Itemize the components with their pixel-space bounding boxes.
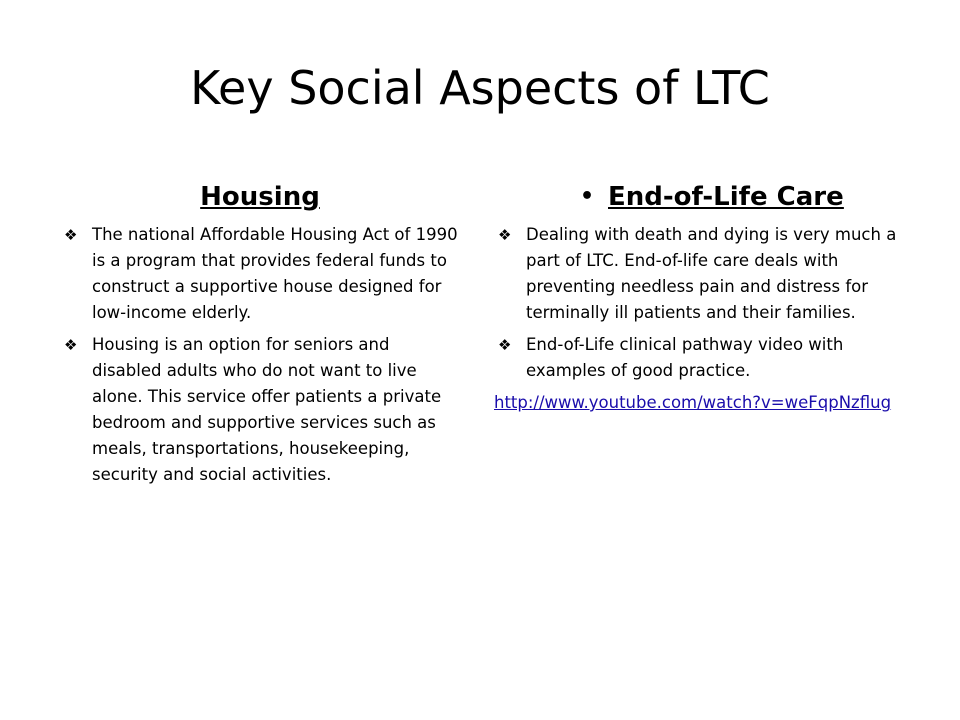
list-item-text: Dealing with death and dying is very much a part of LTC. End-of-life care deals with preventing needless pain and distress for terminally ill patients and their families. — [526, 225, 897, 322]
end-of-life-list — [494, 222, 914, 384]
end-of-life-column — [494, 180, 914, 416]
end-of-life-heading — [494, 180, 914, 214]
diamond-bullet-icon: ❖ — [498, 336, 512, 354]
youtube-video-link[interactable]: http://www.youtube.com/watch?v=weFqpNzflug — [494, 393, 892, 412]
end-of-life-heading-text: End-of-Life Care — [608, 182, 844, 212]
housing-list — [60, 222, 460, 488]
housing-column — [60, 180, 460, 494]
list-item — [60, 332, 460, 488]
diamond-bullet-icon: ❖ — [64, 336, 78, 354]
list-item — [494, 222, 914, 326]
slide-title: Key Social Aspects of LTC — [190, 61, 770, 115]
list-item — [494, 332, 914, 384]
housing-heading: Housing — [200, 182, 320, 212]
diamond-bullet-icon: ❖ — [498, 226, 512, 244]
list-item — [60, 222, 460, 326]
list-item-text: Housing is an option for seniors and disabled adults who do not want to live alone. This service offer patients a private bedroom and supportive services such as meals, transportations, housekeeping, security and social activities. — [92, 335, 442, 484]
list-item-text: The national Affordable Housing Act of 1990 is a program that provides federal funds to construct a supportive house designed for low-income elderly. — [92, 225, 458, 322]
diamond-bullet-icon: ❖ — [64, 226, 78, 244]
round-bullet-icon: • — [580, 184, 595, 209]
list-item-text: End-of-Life clinical pathway video with examples of good practice. — [526, 335, 844, 380]
